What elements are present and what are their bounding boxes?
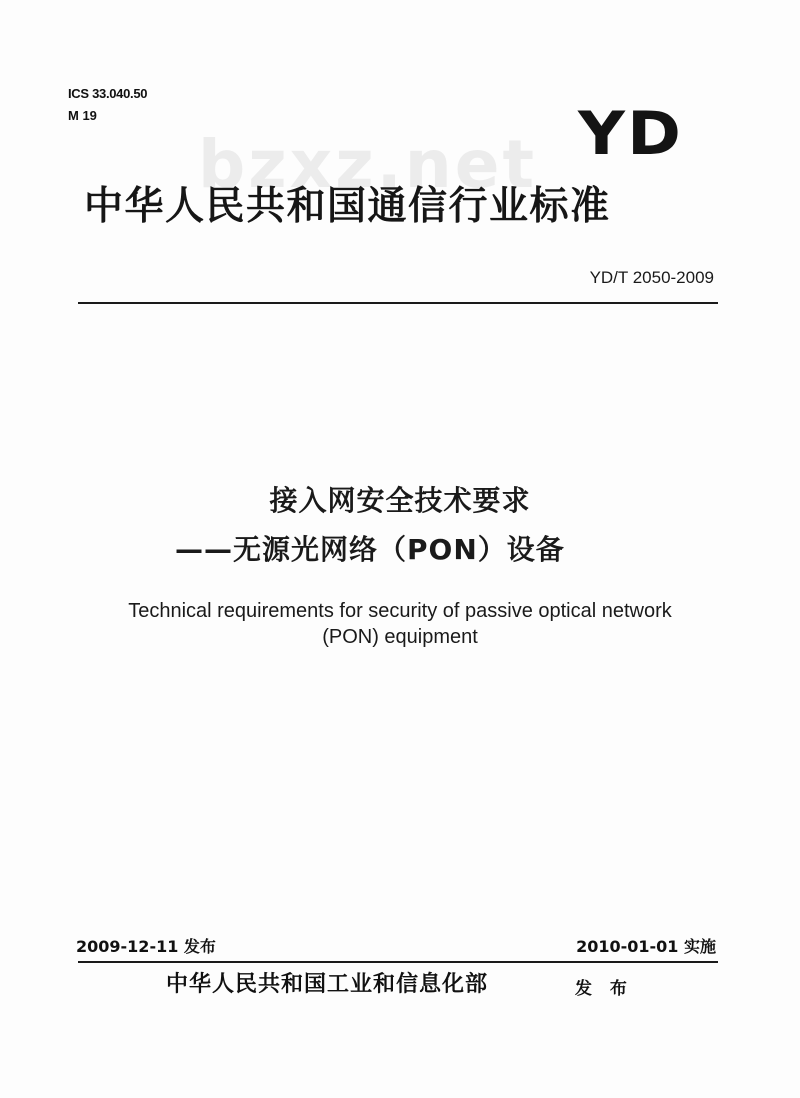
publisher-name: 中华人民共和国工业和信息化部 xyxy=(166,972,489,997)
en-title-line-2: (PON) equipment xyxy=(322,626,478,648)
standard-number: YD/T 2050-2009 xyxy=(589,268,714,287)
ccs-code: M 19 xyxy=(68,108,97,123)
ics-code: ICS 33.040.50 xyxy=(68,86,148,101)
standard-category-title: 中华人民共和国通信行业标准 xyxy=(84,184,611,229)
cn-title-line-2: ——无源光网络（PON）设备 xyxy=(175,533,565,566)
en-title-line-1: Technical requirements for security of passive optical network xyxy=(128,600,672,622)
top-divider xyxy=(78,302,718,304)
publish-label: 发 布 xyxy=(575,979,633,999)
watermark: bzxz.net xyxy=(198,126,538,203)
cn-title-line-1: 接入网安全技术要求 xyxy=(269,484,531,517)
implementation-date: 2010-01-01 实施 xyxy=(576,937,716,956)
issue-date: 2009-12-11 发布 xyxy=(76,937,216,956)
yd-logo: YD xyxy=(578,99,684,169)
bottom-divider xyxy=(78,961,718,963)
